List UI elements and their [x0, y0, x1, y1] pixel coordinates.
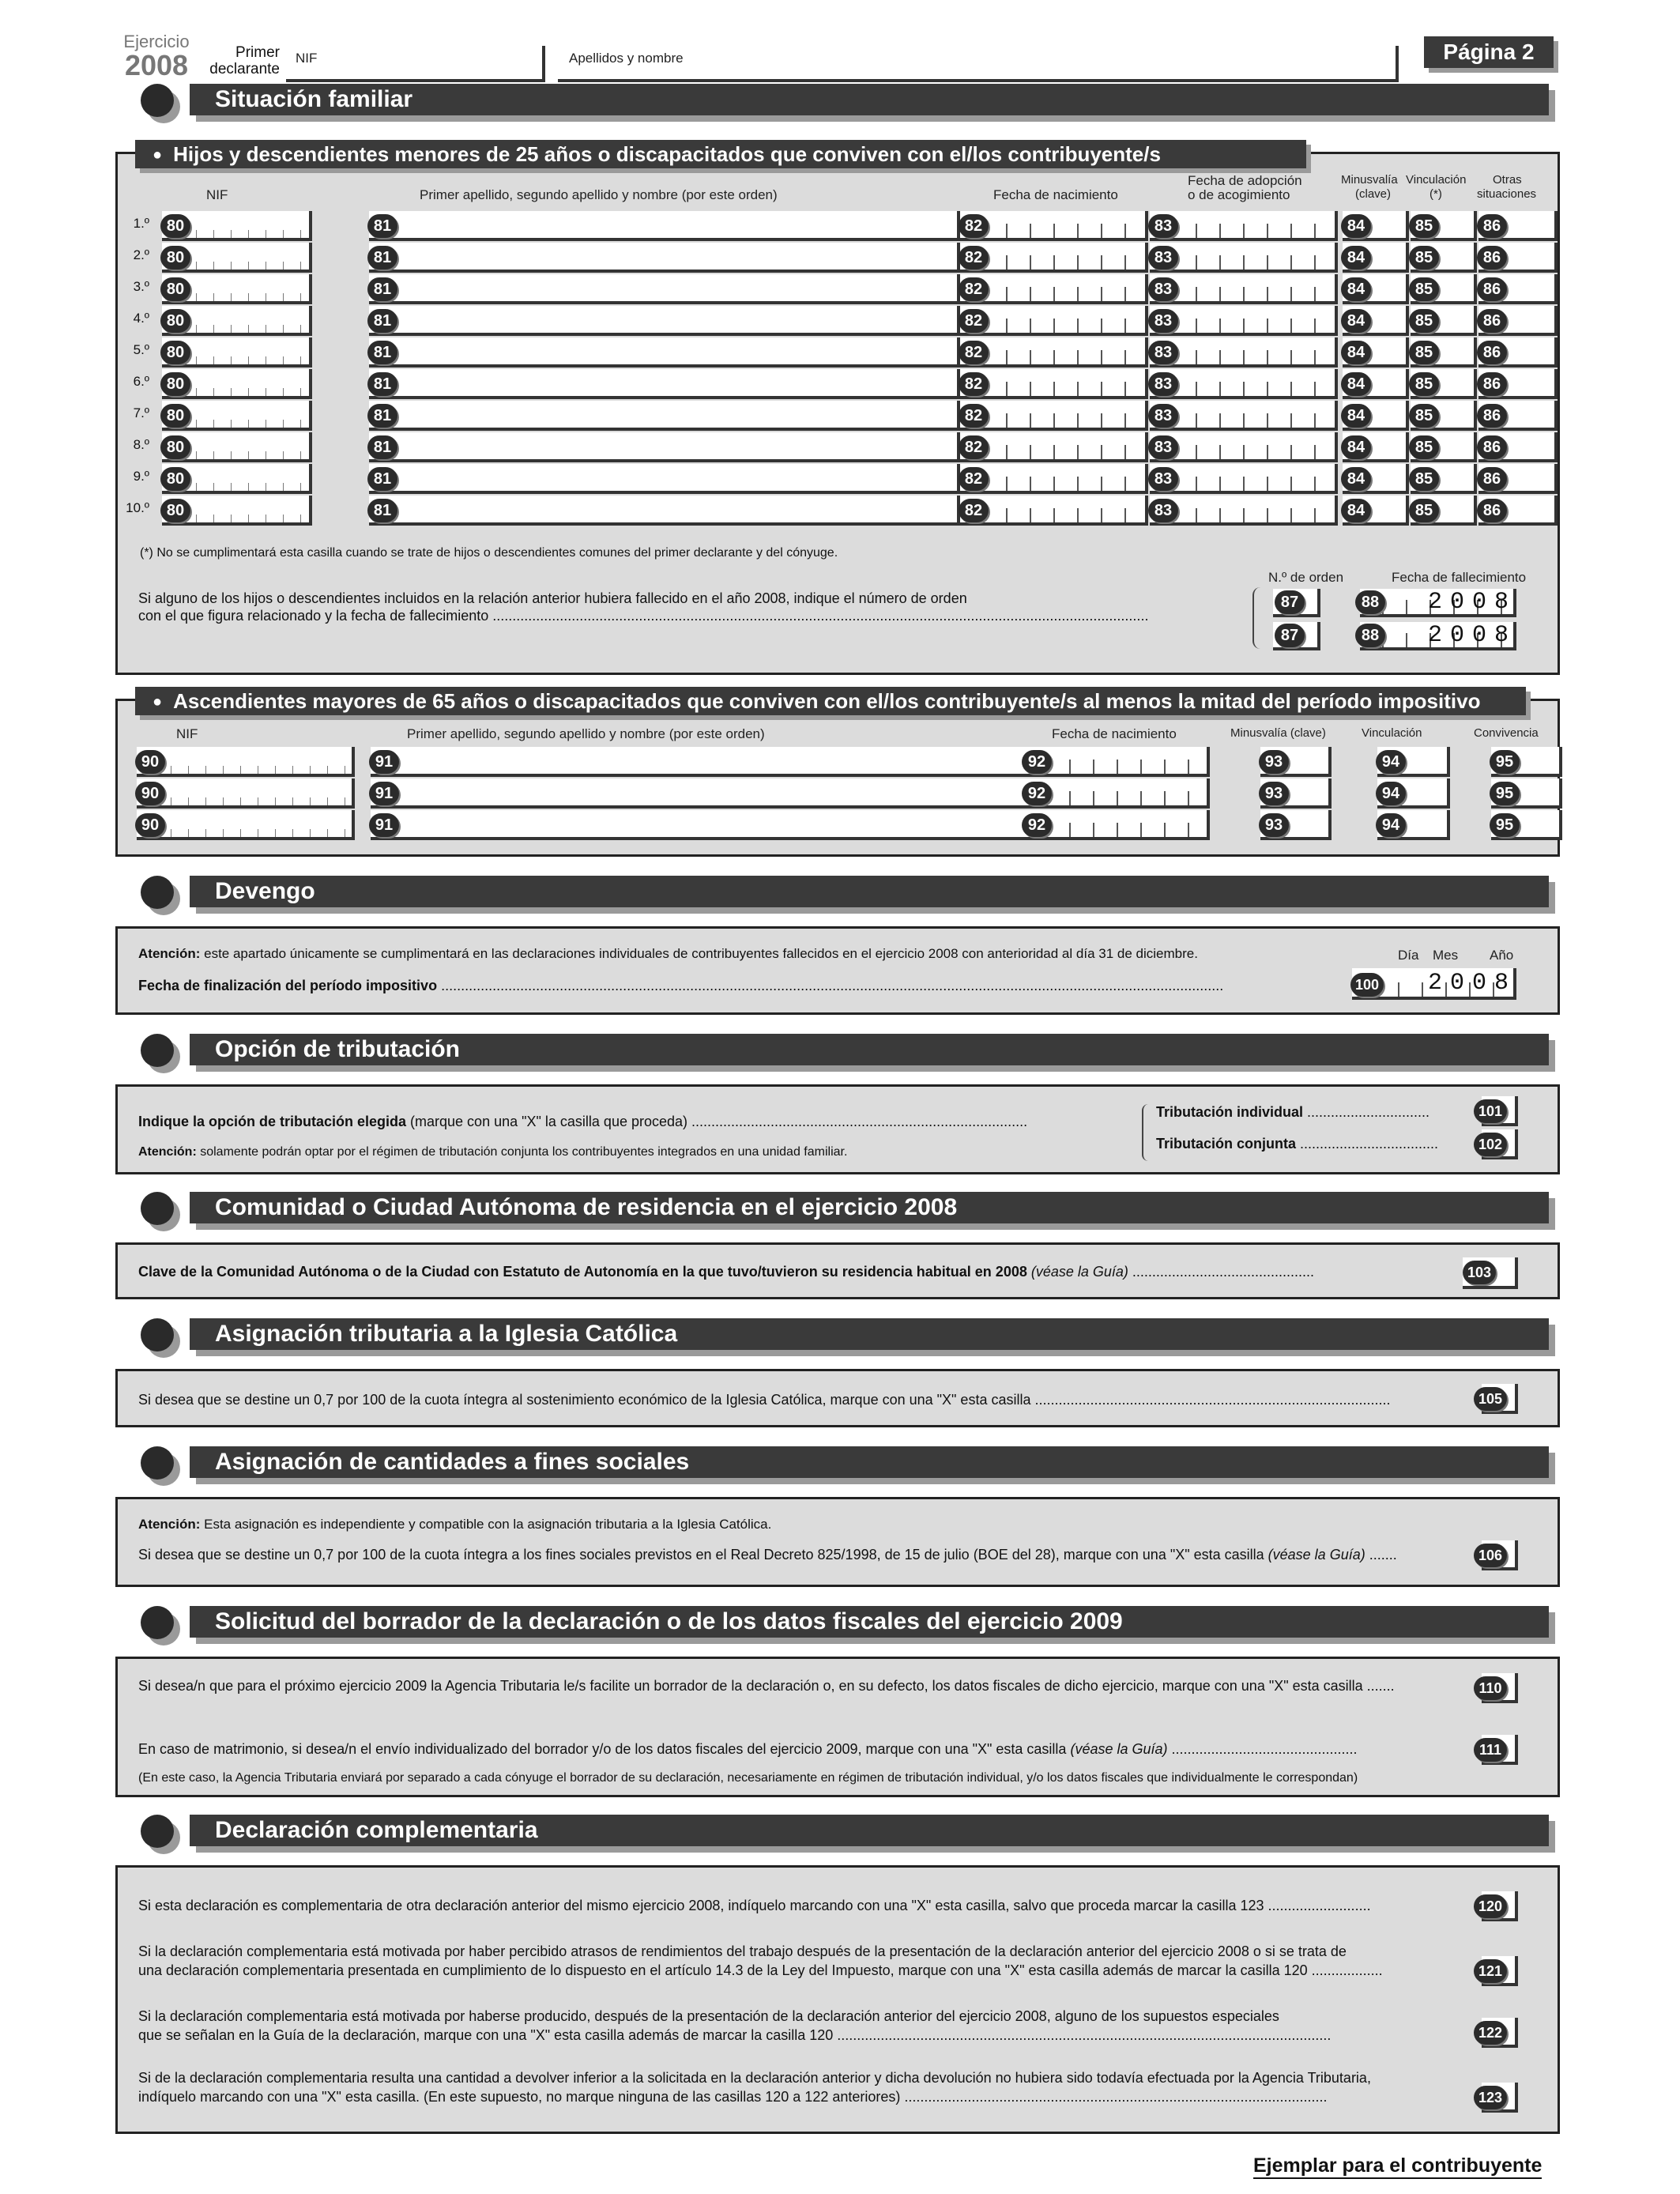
nif-field[interactable] — [286, 46, 545, 82]
opcion-panel — [115, 1084, 1560, 1174]
code-84: 84 — [1341, 246, 1371, 270]
col-nombre: Primer apellido, segundo apellido y nombre (por este orden) — [407, 726, 765, 741]
code-84: 84 — [1341, 404, 1371, 428]
col-vinculacion: Vinculación — [1406, 173, 1467, 187]
brace — [1252, 587, 1262, 649]
section-title: Declaración complementaria — [215, 1817, 538, 1843]
row-number: 3.º — [133, 279, 149, 294]
section-borrador — [141, 1606, 1555, 1644]
tributacion-conjunta: Tributación conjunta ................................... — [1156, 1136, 1439, 1152]
section-title: Situación familiar — [215, 86, 413, 112]
code-87: 87 — [1275, 624, 1305, 647]
code-85: 85 — [1409, 246, 1439, 270]
code-80: 80 — [160, 214, 190, 238]
code-105: 105 — [1474, 1387, 1507, 1411]
code-120: 120 — [1474, 1894, 1507, 1918]
code-82: 82 — [959, 499, 989, 522]
code-80: 80 — [160, 372, 190, 396]
iglesia-text: Si desea que se destine un 0,7 por 100 de la cuota íntegra al sostenimiento económico de la Iglesia Católica, marque con una "X" esta casilla .......................................................................................... — [138, 1392, 1391, 1408]
comunidad-panel — [115, 1242, 1560, 1299]
devengo-atencion: Atención: este apartado únicamente se cumplimentará en las declaraciones individuales de contribuyentes fallecidos en el ejercicio 2008 con anterioridad al día 31 de diciembre. — [138, 946, 1198, 961]
footer: Ejemplar para el contribuyente — [1253, 2154, 1542, 2179]
code-84: 84 — [1341, 341, 1371, 364]
comp-text-122a: Si la declaración complementaria está motivada por haberse producido, después de la presentación de la declaración anterior del ejercicio 2008, alguno de los supuestos especiales — [138, 2008, 1279, 2024]
code-81: 81 — [367, 341, 397, 364]
code-88: 88 — [1355, 590, 1385, 614]
col-otras: Otras — [1493, 173, 1522, 187]
ascendiente-field-90[interactable] — [137, 810, 355, 840]
code-81: 81 — [367, 404, 397, 428]
code-83: 83 — [1148, 467, 1178, 491]
code-80: 80 — [160, 467, 190, 491]
section-devengo — [141, 876, 1555, 914]
hijos-title: ● Hijos y descendientes menores de 25 años o discapacitados que conviven con el/los contribuyente/s — [135, 140, 1306, 168]
code-82: 82 — [959, 341, 989, 364]
code-86: 86 — [1477, 499, 1507, 522]
code-93: 93 — [1259, 782, 1289, 805]
hijo-field-81[interactable] — [369, 306, 960, 336]
brace — [1142, 1104, 1150, 1161]
col-nacimiento: Fecha de nacimiento — [993, 187, 1118, 202]
code-81: 81 — [367, 372, 397, 396]
row-number: 5.º — [133, 342, 149, 357]
code-82: 82 — [959, 435, 989, 459]
row-number: 9.º — [133, 469, 149, 484]
code-81: 81 — [367, 277, 397, 301]
code-84: 84 — [1341, 309, 1371, 333]
code-101: 101 — [1474, 1099, 1507, 1123]
code-83: 83 — [1148, 372, 1178, 396]
fallec-text-1: Si alguno de los hijos o descendientes incluidos en la relación anterior hubiera fallecido en el año 2008, indique el número de orden — [138, 590, 967, 606]
code-81: 81 — [367, 309, 397, 333]
fines-panel — [115, 1497, 1560, 1587]
section-familiar — [141, 84, 1555, 122]
fallec-year: 2008 — [1428, 622, 1517, 649]
code-91: 91 — [369, 750, 399, 774]
code-84: 84 — [1341, 435, 1371, 459]
code-84: 84 — [1341, 277, 1371, 301]
code-86: 86 — [1477, 404, 1507, 428]
row-number: 4.º — [133, 311, 149, 326]
section-bullet-icon — [141, 1606, 174, 1639]
borrador-text-1: Si desea/n que para el próximo ejercicio 2009 la Agencia Tributaria le/s facilite un borrador de la declaración o, en su defecto, los datos fiscales de dicho ejercicio, marque con una "X" esta casilla ....... — [138, 1678, 1395, 1694]
comp-text-120: Si esta declaración es complementaria de otra declaración anterior del mismo ejercicio 2008, indíquelo marcando con una "X" esta casilla, salvo que proceda marcar la casilla 123 .......................... — [138, 1898, 1371, 1913]
code-84: 84 — [1341, 499, 1371, 522]
fallec-text-2: con el que figura relacionado y la fecha de fallecimiento ...................................................................................................................................................................... — [138, 608, 1149, 624]
code-91: 91 — [369, 813, 399, 837]
code-81: 81 — [367, 499, 397, 522]
code-83: 83 — [1148, 309, 1178, 333]
comunidad-text: Clave de la Comunidad Autónoma o de la Ciudad con Estatuto de Autonomía en la que tuvo/tuvieron su residencia habitual en 2008 (véase la Guía) .............................................. — [138, 1264, 1314, 1280]
hijo-field-81[interactable] — [369, 337, 960, 368]
code-86: 86 — [1477, 277, 1507, 301]
ascendiente-field-90[interactable] — [137, 778, 355, 809]
col-nif: NIF — [206, 187, 228, 202]
col-adopcion: Fecha de adopción — [1188, 173, 1302, 188]
code-95: 95 — [1490, 813, 1520, 837]
col-vinculacion: Vinculación — [1362, 726, 1422, 740]
code-83: 83 — [1148, 499, 1178, 522]
section-opcion — [141, 1034, 1555, 1072]
code-83: 83 — [1148, 404, 1178, 428]
section-title: Solicitud del borrador de la declaración o de los datos fiscales del ejercicio 2009 — [215, 1608, 1123, 1634]
section-title: Asignación tributaria a la Iglesia Católica — [215, 1321, 678, 1347]
hijo-field-81[interactable] — [369, 369, 960, 399]
devengo-year: 2008 — [1428, 970, 1517, 997]
hijo-field-81[interactable] — [369, 274, 960, 304]
row-number: 2.º — [133, 247, 149, 262]
code-83: 83 — [1148, 214, 1178, 238]
code-110: 110 — [1474, 1676, 1507, 1700]
col-minusvalia: Minusvalía — [1341, 173, 1398, 187]
code-84: 84 — [1341, 467, 1371, 491]
code-82: 82 — [959, 404, 989, 428]
code-92: 92 — [1022, 813, 1052, 837]
nombre-field[interactable] — [558, 46, 1399, 82]
code-91: 91 — [369, 782, 399, 805]
col-nif: NIF — [176, 726, 198, 741]
code-94: 94 — [1376, 813, 1406, 837]
comp-text-123b: indíquelo marcando con una "X" esta casilla. (En este supuesto, no marque ninguna de las casillas 120 a 122 anteriores) ........................................................................................................... — [138, 2089, 1328, 2105]
declarante-label: Primer declarante — [209, 44, 280, 77]
orden-label: N.º de orden — [1268, 570, 1344, 585]
fallec-year: 2008 — [1428, 589, 1517, 616]
code-80: 80 — [160, 404, 190, 428]
nombre-label: Apellidos y nombre — [569, 51, 684, 66]
code-86: 86 — [1477, 372, 1507, 396]
code-82: 82 — [959, 246, 989, 270]
ascendientes-panel — [115, 689, 1560, 857]
code-84: 84 — [1341, 214, 1371, 238]
comp-text-121a: Si la declaración complementaria está motivada por haber percibido atrasos de rendimientos del trabajo después de la presentación de la declaración anterior del ejercicio 2008 o si se trata de — [138, 1943, 1347, 1959]
code-83: 83 — [1148, 341, 1178, 364]
code-86: 86 — [1477, 246, 1507, 270]
code-81: 81 — [367, 246, 397, 270]
opcion-atencion: Atención: solamente podrán optar por el régimen de tributación conjunta los contribuyentes integrados en una unidad familiar. — [138, 1145, 848, 1159]
hijo-field-81[interactable] — [369, 464, 960, 494]
code-86: 86 — [1477, 214, 1507, 238]
ascendiente-field-90[interactable] — [137, 747, 355, 777]
col-adopcion-2: o de acogimiento — [1188, 187, 1290, 202]
hijos-panel — [115, 142, 1560, 675]
code-86: 86 — [1477, 309, 1507, 333]
devengo-panel — [115, 926, 1560, 1015]
hijo-field-81[interactable] — [369, 401, 960, 431]
section-title: Comunidad o Ciudad Autónoma de residencia en el ejercicio 2008 — [215, 1194, 958, 1220]
code-95: 95 — [1490, 750, 1520, 774]
section-bullet-icon — [141, 1815, 174, 1848]
ejercicio-label: Ejercicio — [123, 32, 190, 51]
row-number: 8.º — [133, 437, 149, 452]
code-85: 85 — [1409, 499, 1439, 522]
code-103: 103 — [1463, 1261, 1496, 1284]
row-number: 7.º — [133, 405, 149, 420]
code-82: 82 — [959, 372, 989, 396]
dia-label: Día — [1398, 948, 1419, 963]
col-nombre: Primer apellido, segundo apellido y nombre (por este orden) — [420, 187, 778, 202]
col-nacimiento: Fecha de nacimiento — [1052, 726, 1177, 741]
iglesia-panel — [115, 1369, 1560, 1427]
code-106: 106 — [1474, 1544, 1507, 1567]
code-80: 80 — [160, 309, 190, 333]
code-85: 85 — [1409, 341, 1439, 364]
code-85: 85 — [1409, 214, 1439, 238]
borrador-panel — [115, 1657, 1560, 1797]
ascendiente-field-91[interactable] — [371, 778, 1123, 809]
code-84: 84 — [1341, 372, 1371, 396]
code-80: 80 — [160, 277, 190, 301]
mes-label: Mes — [1433, 948, 1459, 963]
section-comunidad — [141, 1192, 1555, 1230]
code-92: 92 — [1022, 782, 1052, 805]
fines-atencion: Atención: Esta asignación es independiente y compatible con la asignación tributaria a la Iglesia Católica. — [138, 1517, 772, 1532]
code-82: 82 — [959, 467, 989, 491]
code-121: 121 — [1474, 1959, 1507, 1983]
code-82: 82 — [959, 214, 989, 238]
section-title: Opción de tributación — [215, 1036, 461, 1062]
row-number: 1.º — [133, 216, 149, 231]
nif-label: NIF — [296, 51, 318, 66]
code-102: 102 — [1474, 1133, 1507, 1156]
row-number: 10.º — [126, 500, 149, 515]
code-93: 93 — [1259, 750, 1289, 774]
section-complementaria — [141, 1815, 1555, 1853]
code-94: 94 — [1376, 750, 1406, 774]
opcion-indique: Indique la opción de tributación elegida (marque con una "X" la casilla que proceda) ..................................................................................... — [138, 1114, 1028, 1129]
col-convivencia: Convivencia — [1474, 726, 1539, 740]
code-82: 82 — [959, 277, 989, 301]
code-83: 83 — [1148, 435, 1178, 459]
code-92: 92 — [1022, 750, 1052, 774]
col-otras-2: situaciones — [1477, 187, 1537, 201]
col-vinculacion-2: (*) — [1430, 187, 1442, 201]
code-90: 90 — [135, 813, 165, 837]
code-86: 86 — [1477, 341, 1507, 364]
code-94: 94 — [1376, 782, 1406, 805]
code-85: 85 — [1409, 277, 1439, 301]
section-title: Devengo — [215, 878, 315, 904]
borrador-text-3: (En este caso, la Agencia Tributaria enviará por separado a cada cónyuge el borrador de su declaración, necesariamente en régimen de tributación individual, y/o los datos fiscales que individualmente le correspondan) — [138, 1771, 1358, 1785]
section-iglesia — [141, 1318, 1555, 1356]
code-85: 85 — [1409, 404, 1439, 428]
ascendiente-field-91[interactable] — [371, 810, 1123, 840]
code-95: 95 — [1490, 782, 1520, 805]
ejercicio-year: 2008 — [124, 49, 189, 81]
code-80: 80 — [160, 246, 190, 270]
code-83: 83 — [1148, 246, 1178, 270]
ascendiente-field-91[interactable] — [371, 747, 1123, 777]
section-fines — [141, 1446, 1555, 1484]
code-100: 100 — [1350, 973, 1384, 997]
section-bullet-icon — [141, 1318, 174, 1351]
ascendientes-title: ● Ascendientes mayores de 65 años o discapacitados que conviven con el/los contribuyente/s al menos la mitad del período impositivo — [135, 687, 1526, 715]
code-81: 81 — [367, 435, 397, 459]
complementaria-panel — [115, 1865, 1560, 2134]
code-86: 86 — [1477, 435, 1507, 459]
comp-text-121b: una declaración complementaria presentada en cumplimiento de lo dispuesto en el artículo 14.3 de la Ley del Impuesto, marque con una "X" esta casilla además de marcar la casilla 120 .................. — [138, 1962, 1383, 1978]
code-83: 83 — [1148, 277, 1178, 301]
code-90: 90 — [135, 750, 165, 774]
code-87: 87 — [1275, 590, 1305, 614]
code-85: 85 — [1409, 467, 1439, 491]
borrador-text-2: En caso de matrimonio, si desea/n el envío individualizado del borrador y/o de los datos fiscales del ejercicio 2009, marque con una "X" esta casilla (véase la Guía) ............................................... — [138, 1741, 1358, 1757]
code-123: 123 — [1474, 2086, 1507, 2109]
fecha-finalizacion: Fecha de finalización del período impositivo ...................................................................................................................................................................................................... — [138, 978, 1224, 993]
code-82: 82 — [959, 309, 989, 333]
section-bullet-icon — [141, 84, 174, 117]
hijos-note: (*) No se cumplimentará esta casilla cuando se trate de hijos o descendientes comunes del primer declarante y del cónyuge. — [140, 546, 838, 560]
hijo-field-81[interactable] — [369, 243, 960, 273]
code-81: 81 — [367, 214, 397, 238]
hijo-field-81[interactable] — [369, 211, 960, 241]
row-number: 6.º — [133, 374, 149, 389]
section-title: Asignación de cantidades a fines sociales — [215, 1449, 690, 1475]
anio-label: Año — [1490, 948, 1514, 963]
code-111: 111 — [1474, 1738, 1507, 1762]
hijo-field-81[interactable] — [369, 432, 960, 462]
code-85: 85 — [1409, 372, 1439, 396]
section-bullet-icon — [141, 1192, 174, 1225]
fecha-fallec-label: Fecha de fallecimiento — [1392, 570, 1527, 585]
col-minusvalia: Minusvalía (clave) — [1230, 726, 1326, 740]
code-122: 122 — [1474, 2021, 1507, 2045]
section-bullet-icon — [141, 1034, 174, 1067]
code-93: 93 — [1259, 813, 1289, 837]
comp-text-123a: Si de la declaración complementaria resulta una cantidad a devolver inferior a la solicitada en la declaración anterior y dicha devolución no hubiera sido todavía efectuada por la Agencia Tributaria, — [138, 2070, 1371, 2086]
code-85: 85 — [1409, 309, 1439, 333]
code-80: 80 — [160, 435, 190, 459]
code-86: 86 — [1477, 467, 1507, 491]
code-90: 90 — [135, 782, 165, 805]
comp-text-122b: que se señalan en la Guía de la declaración, marque con una "X" esta casilla además de marcar la casilla 120 ............................................................................................................................. — [138, 2027, 1332, 2043]
section-bullet-icon — [141, 876, 174, 909]
tributacion-individual: Tributación individual ............................... — [1156, 1104, 1430, 1120]
code-80: 80 — [160, 341, 190, 364]
fines-text: Si desea que se destine un 0,7 por 100 de la cuota íntegra a los fines sociales previstos en el Real Decreto 825/1998, de 15 de julio (BOE del 28), marque con una "X" esta casilla (véase la Guía) ....... — [138, 1547, 1397, 1563]
section-bullet-icon — [141, 1446, 174, 1480]
code-85: 85 — [1409, 435, 1439, 459]
col-minusvalia-2: (clave) — [1355, 187, 1392, 201]
page-label: Página 2 — [1424, 36, 1554, 68]
hijo-field-81[interactable] — [369, 496, 960, 526]
code-80: 80 — [160, 499, 190, 522]
code-81: 81 — [367, 467, 397, 491]
code-88: 88 — [1355, 624, 1385, 647]
